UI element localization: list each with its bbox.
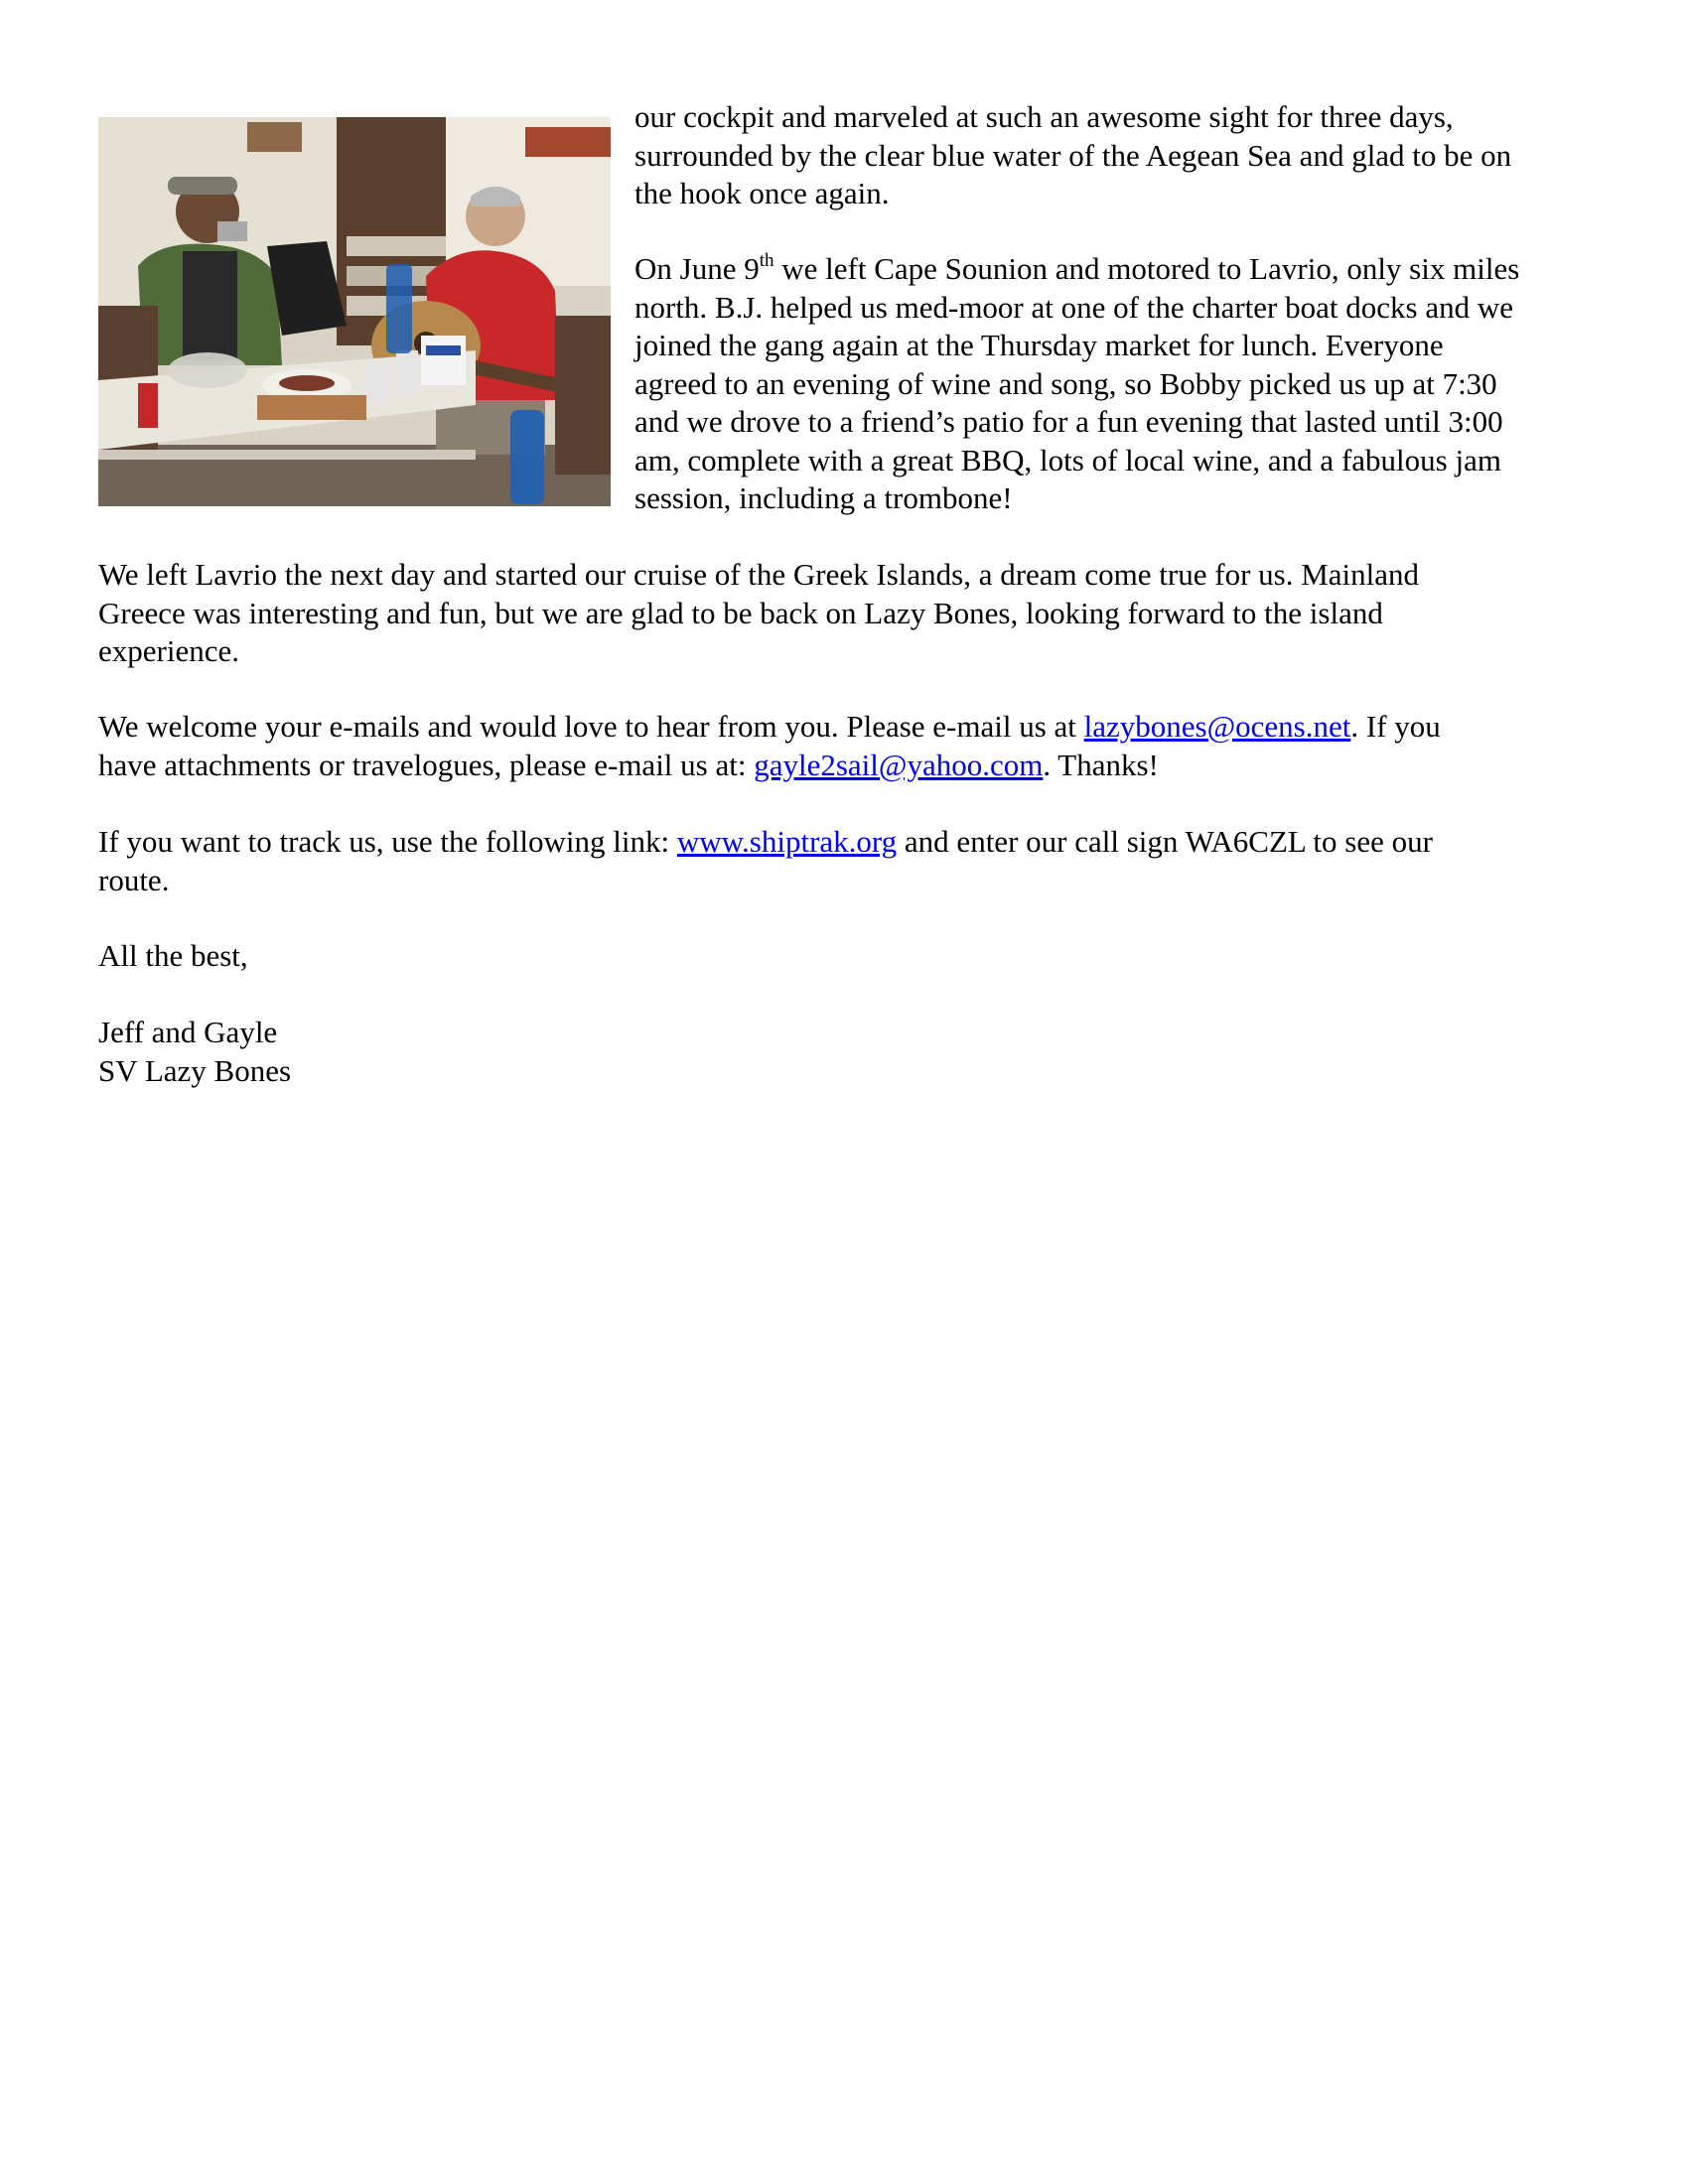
- superscript-th: th: [759, 250, 774, 271]
- text-line: [634, 250, 1627, 289]
- text-line: our cockpit and marveled at such an awesome sight for three days,: [634, 99, 1454, 134]
- text-line: and we drove to a friend’s patio for a fun evening that lasted until 3:00: [634, 404, 1503, 439]
- signature-boat: SV Lazy Bones: [98, 1052, 292, 1088]
- text-line: [98, 708, 1632, 747]
- text-segment: we left Cape Sounion and motored to Lavrio, only six miles: [774, 251, 1520, 286]
- text-line: surrounded by the clear blue water of the Aegean Sea and glad to be on: [634, 137, 1512, 173]
- paragraph-tracking: [98, 823, 1632, 899]
- shiptrak-link[interactable]: www.shiptrak.org: [676, 824, 898, 859]
- text-line: experience.: [98, 633, 239, 668]
- text-line: am, complete with a great BBQ, lots of local wine, and a fabulous jam: [634, 442, 1501, 478]
- paragraph-cockpit: [634, 98, 1627, 213]
- closing: [98, 937, 1632, 976]
- paragraph-lavrio: [634, 250, 1627, 518]
- text-line: [98, 823, 1632, 862]
- email-link-lazybones[interactable]: lazybones@ocens.net: [1083, 709, 1351, 744]
- text-line: agreed to an evening of wine and song, so Bobby picked us up at 7:30: [634, 365, 1497, 401]
- closing-text: All the best,: [98, 938, 248, 973]
- text-segment: On June 9: [634, 251, 760, 286]
- email-link-gayle2sail[interactable]: gayle2sail@yahoo.com: [754, 747, 1044, 782]
- text-line: [98, 747, 1632, 785]
- text-segment: have attachments or travelogues, please e-mail us at:: [98, 747, 755, 782]
- photo-illustration: [98, 117, 611, 506]
- text-segment: We welcome your e-mails and would love to hear from you. Please e-mail us at: [98, 709, 1084, 744]
- text-line: the hook once again.: [634, 176, 890, 210]
- text-line: north. B.J. helped us med-moor at one of the charter boat docks and we: [634, 289, 1513, 325]
- paragraph-emails: [98, 708, 1632, 784]
- paragraph-greek-islands: [98, 556, 1632, 671]
- text-segment: . If you: [1350, 709, 1441, 744]
- text-segment: and enter our call sign WA6CZL to see our: [897, 824, 1433, 859]
- text-line: route.: [98, 862, 170, 897]
- photo-musicians-jam-session: [98, 117, 611, 506]
- text-line: joined the gang again at the Thursday market for lunch. Everyone: [634, 328, 1444, 362]
- signature: [98, 1014, 1632, 1090]
- text-segment: . Thanks!: [1043, 747, 1159, 782]
- signature-names: Jeff and Gayle: [98, 1015, 278, 1049]
- text-line: Greece was interesting and fun, but we are glad to be back on Lazy Bones, looking forward to the island: [98, 595, 1383, 630]
- text-segment: If you want to track us, use the following link:: [98, 824, 677, 859]
- text-line: We left Lavrio the next day and started our cruise of the Greek Islands, a dream come true for us. Mainland: [98, 557, 1420, 592]
- text-line: session, including a trombone!: [634, 480, 1013, 515]
